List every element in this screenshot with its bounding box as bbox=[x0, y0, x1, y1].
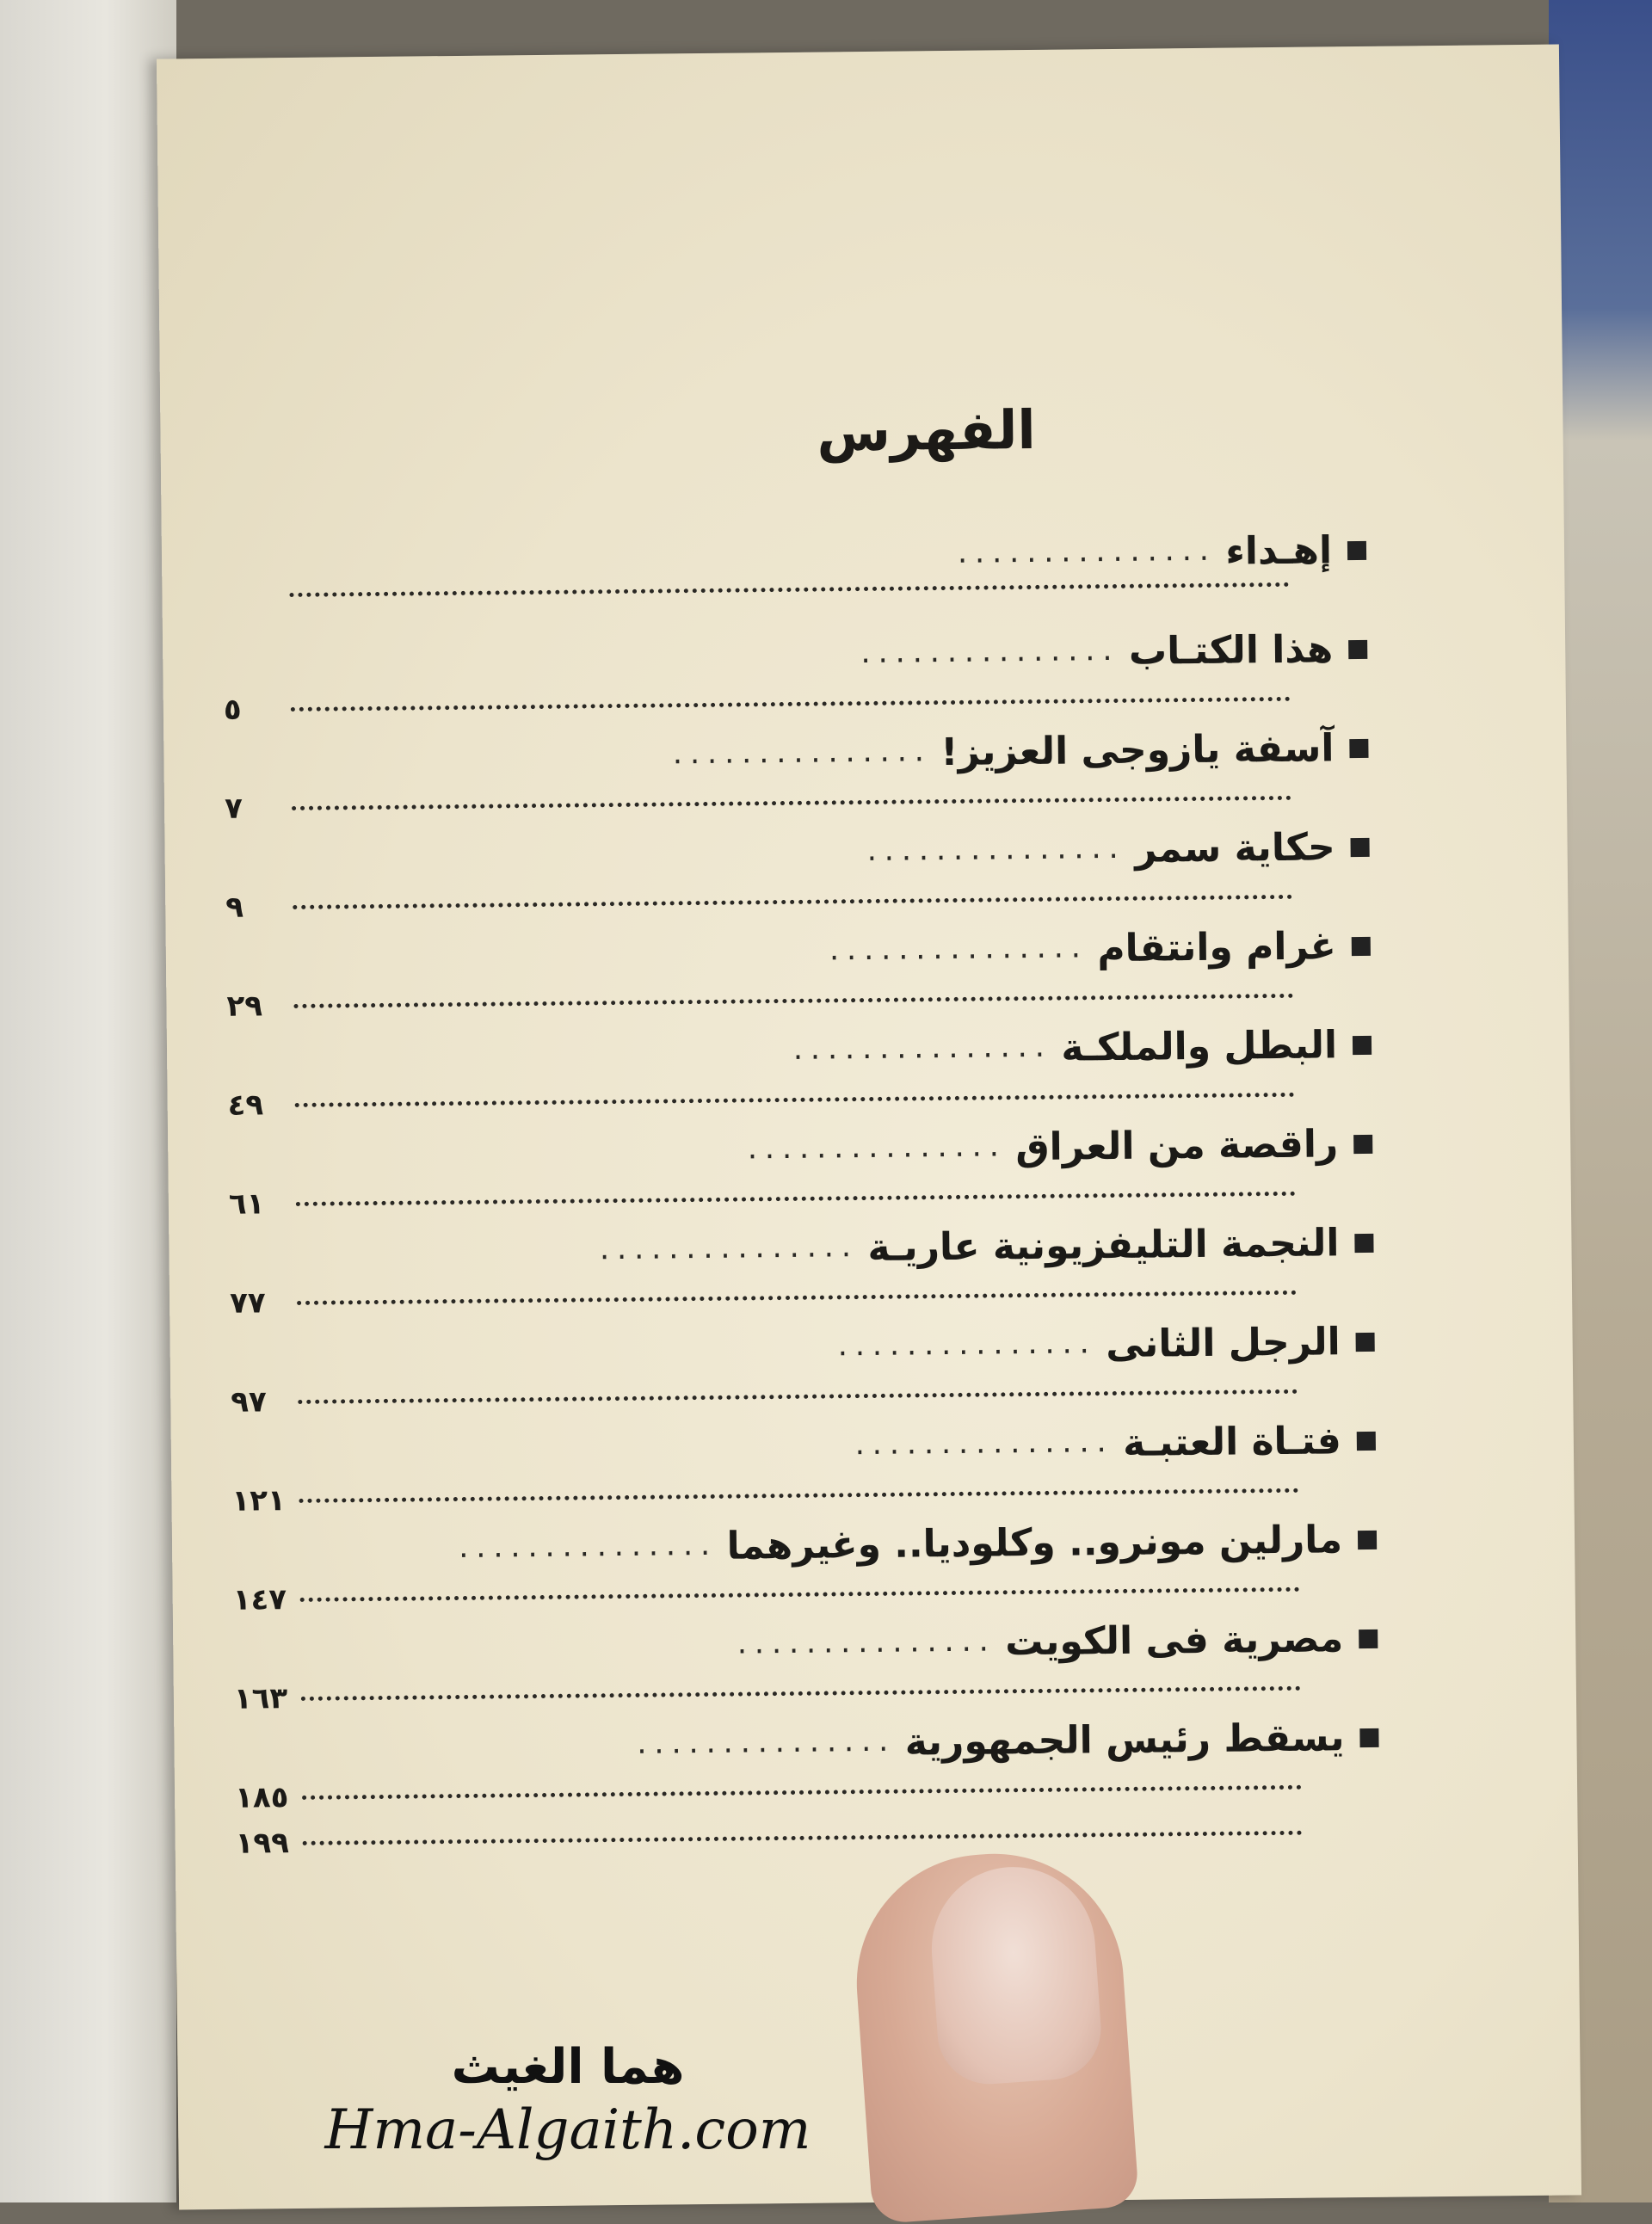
toc-entry bbox=[234, 1716, 1379, 1827]
leader-dots bbox=[301, 1685, 1301, 1700]
toc-page-number: ٩٧ bbox=[231, 1384, 268, 1420]
toc-entry-title: مارلين مونرو.. وكلوديا.. وغيرهما bbox=[726, 1518, 1343, 1568]
square-bullet-icon bbox=[1356, 1332, 1375, 1351]
leader-dots: ............... bbox=[455, 1531, 715, 1565]
toc-entry-title: يسقط رئيس الجمهورية bbox=[904, 1716, 1345, 1765]
toc-page-number bbox=[222, 595, 282, 596]
square-bullet-icon bbox=[1352, 936, 1371, 955]
leader-dots bbox=[296, 1191, 1296, 1205]
toc-entry bbox=[228, 1122, 1373, 1233]
toc-page-number: ١٢١ bbox=[231, 1483, 286, 1519]
toc-entry bbox=[225, 825, 1370, 936]
square-bullet-icon bbox=[1351, 837, 1370, 856]
square-bullet-icon bbox=[1357, 1431, 1376, 1450]
leader-dots: ............... bbox=[864, 834, 1124, 868]
leader-dots: ............... bbox=[734, 1627, 994, 1660]
square-bullet-icon bbox=[1353, 1035, 1372, 1054]
toc-entry bbox=[222, 528, 1367, 639]
leader-dots: ............... bbox=[954, 536, 1214, 570]
toc-page-number: ٢٩ bbox=[226, 989, 263, 1024]
toc-page-number: ٩ bbox=[225, 890, 244, 925]
toc-entry bbox=[230, 1320, 1375, 1431]
toc-page-number: ٧٧ bbox=[229, 1285, 266, 1321]
toc-entry-title: إهـداء bbox=[1225, 528, 1333, 574]
leader-dots: ............... bbox=[826, 933, 1086, 967]
leader-dots bbox=[298, 1389, 1298, 1403]
leader-dots bbox=[293, 993, 1293, 1007]
square-bullet-icon bbox=[1353, 1134, 1372, 1153]
toc-entry-title: راقصة من العراق bbox=[1015, 1122, 1339, 1170]
leader-dots bbox=[292, 795, 1291, 810]
toc-entry bbox=[233, 1617, 1378, 1728]
toc-page-number: ١٦٣ bbox=[233, 1681, 288, 1716]
page-title: الفهرس bbox=[817, 397, 1037, 464]
toc-entry bbox=[226, 924, 1372, 1035]
toc-entry bbox=[223, 627, 1368, 738]
toc-page-number: ٥ bbox=[223, 692, 242, 727]
toc-entry-title: آسفة يازوجى العزيز! bbox=[940, 726, 1335, 775]
toc-page-number: ٤٩ bbox=[227, 1087, 264, 1123]
toc-entry-title: غرام وانتقام bbox=[1097, 924, 1337, 971]
leader-dots bbox=[293, 894, 1292, 909]
toc-entry bbox=[227, 1023, 1372, 1134]
leader-dots bbox=[300, 1586, 1300, 1601]
table-of-contents bbox=[222, 528, 1381, 1925]
toc-entry-title: هذا الكتـاب bbox=[1128, 627, 1334, 674]
square-bullet-icon bbox=[1347, 540, 1366, 559]
square-bullet-icon bbox=[1359, 1629, 1378, 1648]
leader-dots bbox=[299, 1488, 1298, 1502]
square-bullet-icon bbox=[1349, 738, 1368, 757]
leader-dots: ............... bbox=[596, 1233, 856, 1266]
toc-entry bbox=[224, 726, 1369, 837]
watermark-english: Hma-Algaith.com bbox=[324, 2098, 811, 2162]
toc-entry-title: البطل والملكـة bbox=[1061, 1023, 1338, 1070]
facing-page-edge bbox=[0, 0, 176, 2202]
toc-page-number: ٧ bbox=[224, 791, 243, 826]
toc-entry bbox=[229, 1221, 1374, 1332]
watermark bbox=[318, 2039, 817, 2162]
square-bullet-icon bbox=[1348, 639, 1367, 658]
toc-entry-title: مصرية فى الكويت bbox=[1004, 1617, 1344, 1665]
watermark-arabic: هما الغيث bbox=[451, 2039, 685, 2095]
leader-dots bbox=[291, 696, 1291, 711]
toc-entry bbox=[235, 1814, 1380, 1925]
leader-dots: ............... bbox=[744, 1132, 1004, 1166]
square-bullet-icon bbox=[1354, 1233, 1373, 1252]
leader-dots bbox=[303, 1830, 1303, 1845]
toc-page-number: ٦١ bbox=[228, 1186, 265, 1222]
leader-dots bbox=[295, 1092, 1295, 1106]
book-page bbox=[157, 45, 1581, 2210]
leader-dots: ............... bbox=[669, 737, 929, 771]
leader-dots: ............... bbox=[835, 1329, 1094, 1363]
toc-page-number: ١٩٩ bbox=[235, 1826, 290, 1861]
square-bullet-icon bbox=[1358, 1530, 1377, 1549]
leader-dots: ............... bbox=[790, 1032, 1050, 1066]
toc-entry-title: النجمة التليفزيونية عاريـة bbox=[867, 1221, 1340, 1271]
toc-entry-title: فتـاة العتبـة bbox=[1122, 1419, 1342, 1465]
toc-entry bbox=[232, 1518, 1378, 1629]
toc-page-number: ١٨٥ bbox=[234, 1780, 289, 1815]
leader-dots bbox=[289, 582, 1289, 597]
toc-entry-title: الرجل الثانى bbox=[1105, 1320, 1341, 1367]
toc-page-number: ١٤٧ bbox=[232, 1582, 287, 1617]
leader-dots: ............... bbox=[852, 1428, 1112, 1462]
leader-dots bbox=[302, 1784, 1302, 1799]
square-bullet-icon bbox=[1359, 1728, 1378, 1747]
leader-dots: ............... bbox=[857, 636, 1118, 670]
leader-dots: ............... bbox=[633, 1727, 893, 1760]
toc-entry bbox=[231, 1419, 1377, 1530]
toc-entry-title: حكاية سمر bbox=[1134, 825, 1335, 872]
leader-dots bbox=[297, 1290, 1297, 1304]
